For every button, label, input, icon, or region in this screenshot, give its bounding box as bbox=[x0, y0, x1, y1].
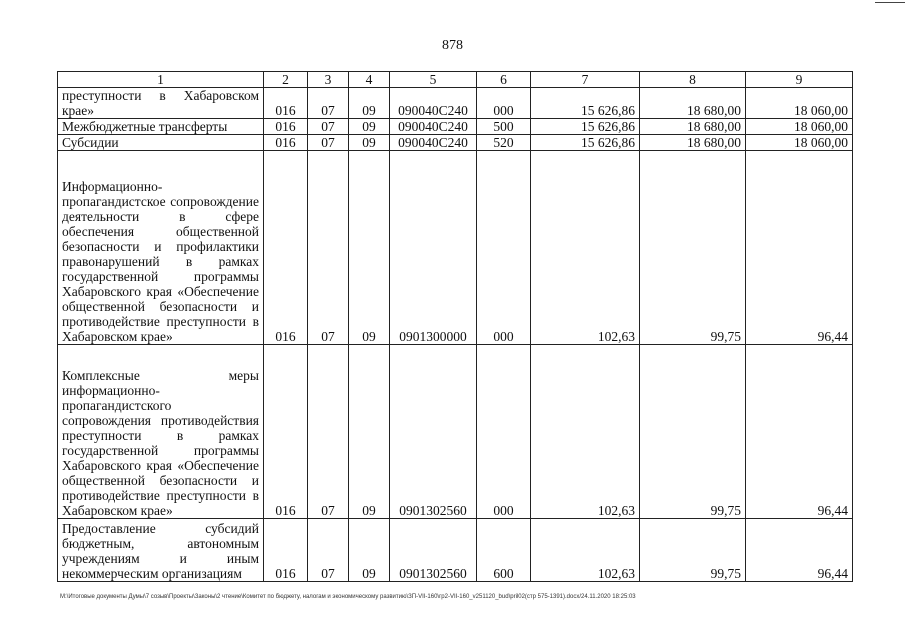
amount-col7: 15 626,86 bbox=[531, 119, 640, 135]
expense-type-code: 520 bbox=[477, 135, 531, 151]
target-code: 0901302560 bbox=[390, 519, 477, 582]
header-cell: 9 bbox=[746, 72, 853, 88]
ministry-code: 016 bbox=[264, 519, 308, 582]
amount-col9: 96,44 bbox=[746, 151, 853, 345]
table-row bbox=[58, 88, 853, 119]
table-row bbox=[58, 135, 853, 151]
header-cell: 8 bbox=[640, 72, 746, 88]
amount-col7: 102,63 bbox=[531, 151, 640, 345]
item-name: Комплексные меры информационно-пропагандистского сопровождения противодействия преступности в рамках государственной программы Хабаровского края «Обеспечение общественной безопасности и противодействие преступности в Хабаровском крае» bbox=[58, 345, 264, 519]
target-code: 090040С240 bbox=[390, 135, 477, 151]
amount-col8: 99,75 bbox=[640, 519, 746, 582]
header-cell: 3 bbox=[308, 72, 349, 88]
ministry-code: 016 bbox=[264, 88, 308, 119]
item-name: Субсидии bbox=[58, 135, 264, 151]
item-name: Межбюджетные трансферты bbox=[58, 119, 264, 135]
section-code: 07 bbox=[308, 88, 349, 119]
item-name: Предоставление субсидий бюджетным, автономным учреждениям и иным некоммерческим организациям bbox=[58, 519, 264, 582]
subsection-code: 09 bbox=[349, 345, 390, 519]
ministry-code: 016 bbox=[264, 119, 308, 135]
target-code: 0901300000 bbox=[390, 151, 477, 345]
target-code: 0901302560 bbox=[390, 345, 477, 519]
section-code: 07 bbox=[308, 135, 349, 151]
expense-type-code: 000 bbox=[477, 345, 531, 519]
table-row bbox=[58, 345, 853, 519]
amount-col8: 99,75 bbox=[640, 345, 746, 519]
item-name: преступности в Хабаровском крае» bbox=[58, 88, 264, 119]
page-number: 878 bbox=[442, 38, 463, 53]
target-code: 090040С240 bbox=[390, 88, 477, 119]
amount-col9: 18 060,00 bbox=[746, 119, 853, 135]
subsection-code: 09 bbox=[349, 519, 390, 582]
header-cell: 2 bbox=[264, 72, 308, 88]
amount-col8: 99,75 bbox=[640, 151, 746, 345]
amount-col8: 18 680,00 bbox=[640, 119, 746, 135]
section-code: 07 bbox=[308, 519, 349, 582]
amount-col9: 96,44 bbox=[746, 519, 853, 582]
subsection-code: 09 bbox=[349, 119, 390, 135]
amount-col9: 96,44 bbox=[746, 345, 853, 519]
section-code: 07 bbox=[308, 119, 349, 135]
expense-type-code: 000 bbox=[477, 88, 531, 119]
ministry-code: 016 bbox=[264, 345, 308, 519]
target-code: 090040С240 bbox=[390, 119, 477, 135]
amount-col7: 15 626,86 bbox=[531, 88, 640, 119]
scan-edge-mark bbox=[875, 2, 905, 3]
table-header-row bbox=[58, 72, 853, 88]
header-cell: 1 bbox=[58, 72, 264, 88]
subsection-code: 09 bbox=[349, 88, 390, 119]
expense-type-code: 500 bbox=[477, 119, 531, 135]
subsection-code: 09 bbox=[349, 135, 390, 151]
header-cell: 5 bbox=[390, 72, 477, 88]
section-code: 07 bbox=[308, 151, 349, 345]
budget-table bbox=[57, 71, 853, 582]
header-cell: 6 bbox=[477, 72, 531, 88]
expense-type-code: 600 bbox=[477, 519, 531, 582]
amount-col7: 15 626,86 bbox=[531, 135, 640, 151]
item-name: Информационно-пропагандистское сопровождение деятельности в сфере обеспечения общественной безопасности и профилактики правонарушений в рамках государственной программы Хабаровского края «Обеспечение общественной безопасности и противодействие преступности в Хабаровском крае» bbox=[58, 151, 264, 345]
amount-col7: 102,63 bbox=[531, 345, 640, 519]
ministry-code: 016 bbox=[264, 135, 308, 151]
amount-col8: 18 680,00 bbox=[640, 135, 746, 151]
subsection-code: 09 bbox=[349, 151, 390, 345]
document-file-path: M:\Итоговые документы Думы\7 созыв\Проекты\Законы\2 чтение\Комитет по бюджету, налогам и экономическому развитию\ЗП-VII-160\гр2-VII-160_v251120_bud\pril02(стр 575-1391).docx/24.11.2020 18:25:03 bbox=[60, 594, 636, 600]
header-cell: 7 bbox=[531, 72, 640, 88]
table-row bbox=[58, 519, 853, 582]
section-code: 07 bbox=[308, 345, 349, 519]
header-cell: 4 bbox=[349, 72, 390, 88]
amount-col9: 18 060,00 bbox=[746, 88, 853, 119]
amount-col8: 18 680,00 bbox=[640, 88, 746, 119]
table-row bbox=[58, 119, 853, 135]
ministry-code: 016 bbox=[264, 151, 308, 345]
amount-col9: 18 060,00 bbox=[746, 135, 853, 151]
amount-col7: 102,63 bbox=[531, 519, 640, 582]
expense-type-code: 000 bbox=[477, 151, 531, 345]
table-row bbox=[58, 151, 853, 345]
